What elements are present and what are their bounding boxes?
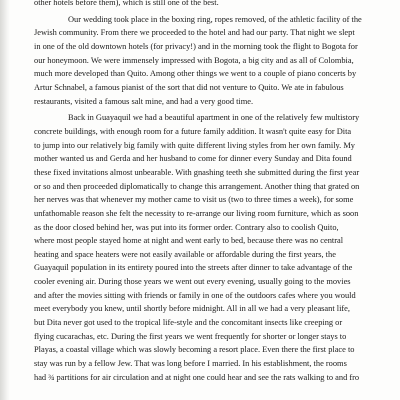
- text-line: other hotels before them), which is still one of the best.: [34, 0, 219, 7]
- text-line: to jump into our relatively big family with quite different living styles from her own family. My: [34, 140, 355, 150]
- page-spine-shadow: [0, 0, 10, 400]
- text-line: and after the movies sitting with friends or family in one of the outdoors cafes where you would: [34, 290, 356, 300]
- paragraph-guayaquil: [34, 111, 376, 384]
- text-line: flying cucarachas, etc. During the first years we went frequently for shorter or longer stays to: [34, 331, 347, 341]
- text-line: Guayaquil population in its entirety poured into the streets after dinner to take advantage of the: [34, 263, 353, 273]
- text-line: as the door closed behind her, was put into its former order. Contrary also to coolish Quito,: [34, 222, 339, 232]
- text-line: her nerves was that whenever my mother came to visit us (two to three times a week), for some: [34, 195, 354, 205]
- text-line: mother wanted us and Gerda and her husband to come for dinner every Sunday and Dita found: [34, 154, 352, 164]
- text-line: or so and then proceeded diplomatically to change this arrangement. Another thing that grated on: [34, 181, 360, 191]
- text-line: in one of the old downtown hotels (for privacy!) and in the morning took the flight to Bogota for: [34, 41, 358, 51]
- text-line: Jewish community. From there we proceeded to the hotel and had our party. That night we slept: [34, 28, 355, 38]
- text-line: stay was run by a fellow Jew. That was long before I married. In his establishment, the rooms: [34, 359, 347, 369]
- text-line: Playas, a coastal village which was slowly becoming a resort place. Even there the first place to: [34, 345, 355, 355]
- paragraph-wedding: [34, 13, 376, 109]
- text-line: much more developed than Quito. Among other things we went to a couple of piano concerts by: [34, 69, 357, 79]
- text-line: but Dita never got used to the tropical life-style and the concomitant insects like creeping or: [34, 318, 343, 328]
- text-line: had ¾ partitions for air circulation and at night one could hear and see the rats walking to and fro: [34, 372, 360, 382]
- text-line: our honeymoon. We were immensely impressed with Bogota, a big city and as all of Colombia,: [34, 55, 354, 65]
- text-line: Our wedding took place in the boxing ring, ropes removed, of the athletic facility of the: [68, 14, 362, 24]
- text-line: where most people stayed home at night and went early to bed, because there was no central: [34, 236, 344, 246]
- text-line: Artur Schnabel, a famous pianist of the sort that did not venture to Quito. We ate in fabulous: [34, 82, 344, 92]
- paragraph-fragment: [34, 0, 376, 10]
- text-line: unfathomable reason she felt the necessity to re-arrange our living room furniture, which as soon: [34, 208, 359, 218]
- text-line: heating and space heaters were not easily available or affordable during the first years, the: [34, 249, 336, 259]
- text-line: meet everybody you knew, until shortly before midnight. All in all we had a very pleasant life,: [34, 304, 350, 314]
- document-body: [34, 0, 376, 384]
- text-line: Back in Guayaquil we had a beautiful apartment in one of the relatively few multistory: [68, 113, 360, 123]
- text-line: these fixed invitations almost unbearable. With gnashing teeth she submitted during the first year: [34, 167, 360, 177]
- text-line: cooler evening air. During those years we went out every evening, usually going to the movies: [34, 277, 351, 287]
- text-line: concrete buildings, with enough room for a future family addition. It wasn't quite easy for Dita: [34, 126, 352, 136]
- text-line: restaurants, visited a famous salt mine, and had a very good time.: [34, 96, 254, 106]
